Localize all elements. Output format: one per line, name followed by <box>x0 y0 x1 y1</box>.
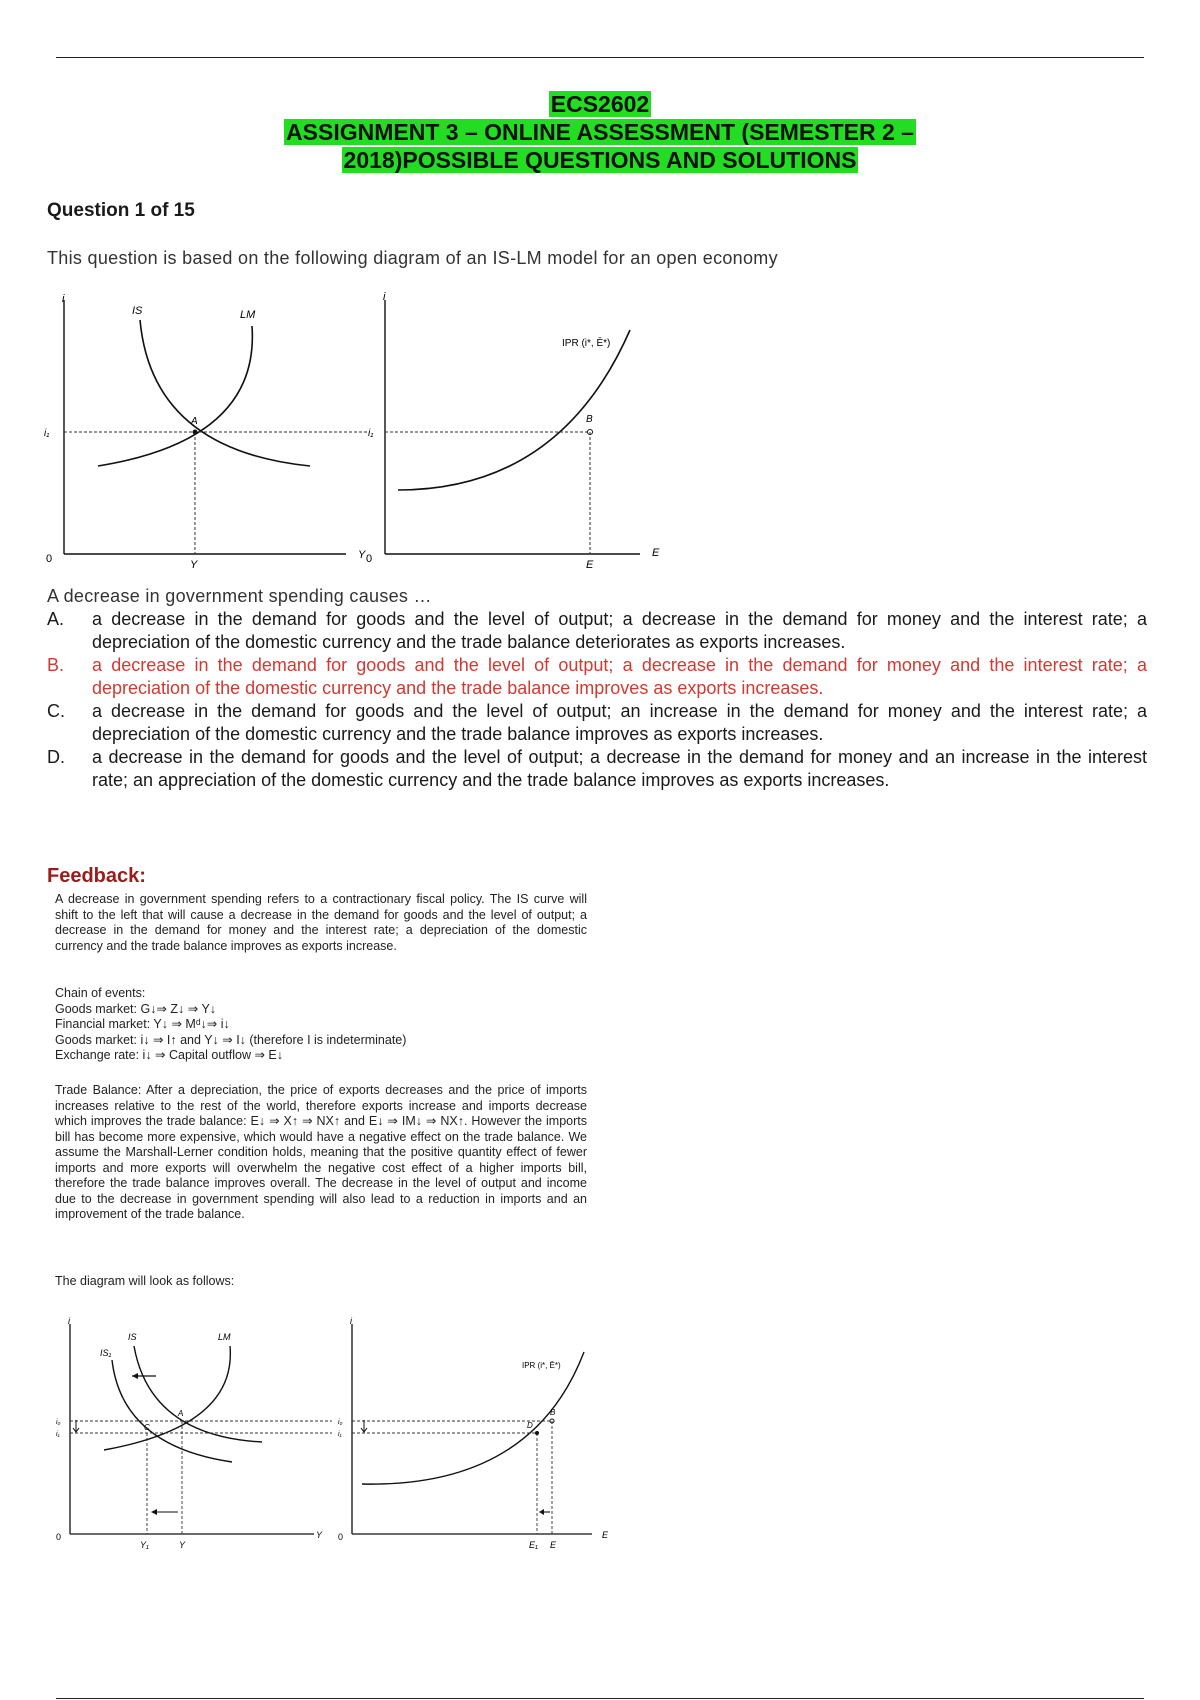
e-label: E <box>550 1540 557 1550</box>
is1-curve <box>112 1360 232 1462</box>
right-origin: 0 <box>338 1532 344 1542</box>
chain-step: Goods market: G↓⇒ Z↓ ⇒ Y↓ <box>55 1001 217 1016</box>
chain-step: Exchange rate: i↓ ⇒ Capital outflow ⇒ E↓ <box>55 1048 283 1062</box>
option-text: a decrease in the demand for goods and the level of output; a decrease in the demand for money and an increase in the interest rate; an appreciation of the domestic currency and the trade balance improves as exports increases. <box>92 747 1147 790</box>
bottom-rule <box>56 1698 1144 1699</box>
option-letter: C. <box>47 701 65 721</box>
right-rate1-label: i₁ <box>338 1431 342 1438</box>
trade-balance-text: Trade Balance: After a depreciation, the price of exports decreases and the price of imports increases relative to the rest of the world, therefore exports increase and imports decrease which improves the trade balance: E↓ ⇒ X↑ ⇒ NX↑ and E↓ ⇒ IM↓ ⇒ NX↑. However the imports bill has become more expensive, which would have a negative effect on the trade balance. We assume the Marshall-Lerner condition holds, meaning that the positive quantity effect of fewer imports and more exports will overwhelm the negative cost effect of a higher imports bill, therefore the trade balance improves overall. The decrease in the level of output and income due to the decrease in government spending will also lead to a reduction in imports and an improvement of the trade balance. <box>55 1083 587 1221</box>
is1-label: IS₁ <box>100 1348 112 1358</box>
output-shift-arrowhead <box>151 1509 157 1515</box>
option-letter: A. <box>47 609 65 629</box>
is-label: IS <box>128 1332 137 1342</box>
is-curve <box>140 320 310 466</box>
point-b-label: B <box>586 414 593 425</box>
rate-drop-arrow-right <box>361 1420 367 1432</box>
option-c[interactable] <box>47 700 1147 746</box>
option-d[interactable] <box>47 746 1147 792</box>
left-y-axis-label: i <box>68 1316 70 1326</box>
chain-step: Goods market: i↓ ⇒ I↑ and Y↓ ⇒ I↓ (therefore I is indeterminate) <box>55 1032 407 1047</box>
feedback-text: A decrease in government spending refers to a contractionary fiscal policy. The IS curve will shift to the left that will cause a decrease in the demand for goods and the level of output; a decrease in the demand for money and the interest rate; a depreciation of the domestic currency and the trade balance improves as exports increase. <box>55 892 587 953</box>
islm-shift-diagram <box>52 1316 622 1556</box>
point-b-label: B <box>550 1408 556 1417</box>
lm-label: LM <box>218 1332 231 1342</box>
right-rate0-label: i₀ <box>338 1419 343 1426</box>
is-curve <box>134 1346 262 1442</box>
chain-step: Financial market: Y↓ ⇒ Mᵈ↓⇒ i↓ <box>55 1017 230 1031</box>
ipr-curve <box>398 330 630 490</box>
diagram-intro-text: The diagram will look as follows: <box>55 1274 235 1288</box>
top-rule <box>56 57 1144 58</box>
right-x-axis-label: E <box>652 547 660 559</box>
answer-options <box>47 608 1147 792</box>
islm-diagram <box>40 290 720 580</box>
point-a-label: A <box>178 1409 184 1418</box>
point-c-label: C <box>144 1423 150 1432</box>
right-y-axis-label: i <box>350 1316 352 1326</box>
option-letter: D. <box>47 747 65 767</box>
is-label: IS <box>132 305 143 317</box>
chain-of-events <box>55 986 587 1064</box>
chain-title: Chain of events: <box>55 986 146 1000</box>
question-heading: Question 1 of 15 <box>47 200 195 221</box>
diagram-intro <box>55 1274 587 1290</box>
right-origin: 0 <box>366 553 373 565</box>
point-a-marker <box>193 430 198 435</box>
left-x-axis-label: Y <box>358 549 366 561</box>
rate-drop-arrow <box>73 1420 79 1432</box>
y1-label: Y₁ <box>140 1540 149 1550</box>
left-origin: 0 <box>56 1532 62 1542</box>
point-a-label: A <box>191 416 198 427</box>
option-text: a decrease in the demand for goods and the level of output; a decrease in the demand for money and the interest rate; a depreciation of the domestic currency and the trade balance improves as exports increases. <box>92 655 1147 698</box>
option-letter: B. <box>47 655 65 675</box>
left-x-axis-label: Y <box>316 1530 323 1540</box>
right-x-axis-label: E <box>602 1530 609 1540</box>
right-rate-label: i₁ <box>368 428 374 439</box>
feedback-paragraph-1 <box>55 892 587 954</box>
option-text: a decrease in the demand for goods and the level of output; a decrease in the demand for money and the interest rate; a depreciation of the domestic currency and the trade balance deteriorates as exports increases. <box>92 609 1147 652</box>
rate1-label: i₁ <box>56 1431 60 1438</box>
document-title <box>0 90 1200 174</box>
point-d-label: D <box>527 1421 533 1430</box>
output-label: Y <box>190 559 198 571</box>
question-intro: This question is based on the following diagram of an IS-LM model for an open economy <box>47 248 778 268</box>
exchange-shift-arrowhead <box>539 1509 544 1515</box>
right-y-axis-label: i <box>383 291 386 303</box>
exchange-label: E <box>586 559 594 571</box>
left-rate-label: i₁ <box>44 428 50 439</box>
left-origin: 0 <box>46 553 53 565</box>
y-label: Y <box>179 1540 186 1550</box>
option-b[interactable] <box>47 654 1147 700</box>
left-y-axis-label: i <box>62 293 65 305</box>
feedback-paragraph-2 <box>55 1083 587 1223</box>
e1-label: E₁ <box>529 1540 538 1550</box>
shift-arrowhead <box>132 1373 138 1379</box>
lm-label: LM <box>240 309 256 321</box>
point-d-marker <box>535 1431 539 1435</box>
rate0-label: i₀ <box>56 1419 61 1426</box>
ipr-curve <box>362 1352 584 1484</box>
course-code: ECS2602 <box>550 91 650 117</box>
title-line-2: ASSIGNMENT 3 – ONLINE ASSESSMENT (SEMESTER 2 – <box>286 119 914 145</box>
ipr-label: IPR (i*, Ē*) <box>562 338 611 349</box>
feedback-heading: Feedback: <box>47 865 146 887</box>
option-text: a decrease in the demand for goods and the level of output; an increase in the demand for money and the interest rate; a depreciation of the domestic currency and the trade balance improves as exports increases. <box>92 701 1147 744</box>
question-stem: A decrease in government spending causes … <box>47 586 432 606</box>
lm-curve <box>98 326 252 466</box>
ipr-label: IPR (i*, Ē*) <box>522 1361 561 1370</box>
title-line-3: 2018)POSSIBLE QUESTIONS AND SOLUTIONS <box>343 147 857 173</box>
option-a[interactable] <box>47 608 1147 654</box>
